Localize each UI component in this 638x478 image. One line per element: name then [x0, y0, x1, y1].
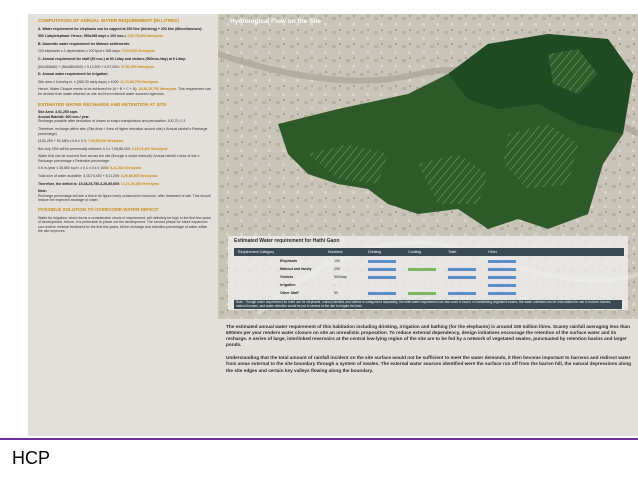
requirement-bar: [408, 268, 436, 271]
note-text: Recharge percentage will see a rise in its figure every consecutive monsoon, after treatment of site. This should reduce the expected shortage of water.: [38, 193, 211, 203]
requirement-bar: [448, 268, 476, 271]
external-result: 8,11,200 litres/year.: [110, 166, 142, 171]
recharge-result: 7,96,86,000 litres/year: [87, 139, 124, 144]
annual-rainfall: Annual Rainfall: 600 mm./ year.: [38, 114, 90, 119]
description-paragraph-1: The estimated annual water requirement of this habitation including drinking, irrigation and bathing (for the elephants) is around 150 million litres. Scanty rainfall averaging less than 600mm per year renders water closure on site an unrealistic proposition. To reduce external dependency, design initiatives encourage the retention of the surface water and its recharge. A series of large, interlinked reservoirs at the central low-lying region of the site are to be fed by a network of vegetated swales, punctuated by retention basins and larger ponds.: [226, 324, 630, 348]
requirement-bar: [368, 292, 396, 295]
row-label: Other Staff: [280, 291, 299, 295]
recharge-formula: Therefore, recharge within site: (Site Area + Area of higher elevation around site) x Annual rainfall x Recharge percentage): [38, 126, 208, 136]
header-toilet: Toilet: [448, 249, 457, 254]
footer-divider: [0, 438, 638, 440]
table-header: [234, 248, 624, 256]
deficit-text: Therefore, the deficit is: 15,48,25,750-3,26,85,600:: [38, 181, 120, 186]
available-result: 3,26,85,600 litres/year.: [120, 174, 158, 179]
note-label: Note:: [38, 189, 47, 194]
item-d-text: D. Annual water requirement for irrigation:: [38, 72, 109, 77]
description-text: [226, 324, 634, 434]
row-number: -: [334, 283, 336, 287]
item-a-result: 2,00,75,000 litres/year: [127, 34, 164, 39]
item-c-text: C. Annual requirement for staff (50 nos.) at 60 L/day and visitors (500nos./day) at 5 L/day:: [38, 56, 187, 61]
heading-annual-requirement: COMPUTATION OF ANNUAL WATER REQUIREMENT (IN LITRES): [38, 18, 179, 23]
item-b-result: 73,00,000 litres/year: [121, 49, 155, 54]
header-cooking: Cooking: [408, 249, 422, 254]
site-area: Site Area: 3,51,250 sqm.: [38, 110, 78, 115]
requirement-bar: [488, 260, 516, 263]
row-number: 50: [334, 291, 338, 295]
table-row: [234, 290, 624, 297]
footer-label: HCP: [12, 448, 51, 468]
requirement-bar: [488, 292, 516, 295]
table-note: Note : Though water requirement for toilet use for elephants, mahout families and visitors is categorized separately, the toilet water requirement can also work in favour of maintaining vegetated swales, the water collected can be recirculated for use in mahout houses, mahout houses, and water-retention would be put in service of the site to irrigate the land.: [234, 300, 622, 309]
heading-solution: POSSIBLE SOLUTION TO OVERCOME WATER DEFICIT: [38, 207, 159, 213]
requirement-bar: [448, 292, 476, 295]
row-label: Mahout and family: [280, 267, 312, 271]
row-number: 200: [334, 267, 340, 271]
requirement-bar: [368, 276, 396, 279]
item-d-result: 11,74,68,750 litres/year: [120, 79, 159, 84]
total-note: This requirement can be derived from water retained on site and from external water sources/ agencies.: [38, 87, 211, 96]
external-calc: 0.6 m./year x 35,850 sq.m. x 0.1 x 0.4 x 1000:: [38, 166, 110, 171]
requirement-bar: [368, 268, 396, 271]
total-text: Hence, Water Closure needs to be achieved for (A + B + C + D):: [38, 87, 138, 92]
table-row: [234, 274, 624, 281]
requirement-bar: [488, 276, 516, 279]
table-row: [234, 266, 624, 273]
retain-result: 3,18,74,400 litres/year: [131, 146, 168, 151]
requirement-bar: [408, 292, 436, 295]
row-number: 500/day: [334, 275, 347, 279]
header-other: Other: [488, 249, 497, 254]
total-result: 15,48,25,750 litres/year.: [138, 87, 178, 92]
available-text: Total sum of water available: 3,18,74,400 + 8,11,200:: [38, 174, 120, 179]
heading-recharge: ESTIMATED WATER RECHARGE AND RETENTION AT SITE: [38, 101, 167, 107]
item-c-result: 97,82,000 litres/year: [121, 64, 155, 69]
retain-text: But only 25% will be perennially retained: 0.4 x 7,96,86,000:: [38, 146, 131, 151]
description-paragraph-2: Understanding that the total amount of rainfall incident on the site surface would not be sufficient to meet the water demands, it then become important to harness and redirect water from areas external to the site boundary through a system of swales. The external water sources identified were the surface run off from the barren hill, the natural depressions along the site edges and certain key valleys flowing along the boundary.: [226, 355, 632, 373]
row-number: 100: [334, 259, 340, 263]
table-title: Estimated Water requirement for Hathi Gaon: [234, 238, 340, 244]
external-text: Water that can be sourced from across the site (through a sluice network): Annual rainfall x Area of site x Recharge percentage x Retention percentage:: [38, 154, 200, 163]
poster-sheet: [28, 14, 638, 436]
item-b-text: B. Domestic water requirement for Mahout settlements:: [38, 41, 131, 46]
table-row: [234, 258, 624, 265]
requirement-bar: [488, 268, 516, 271]
table-row: [234, 282, 624, 289]
requirement-bar: [368, 260, 396, 263]
header-numbers: Numbers: [328, 249, 343, 254]
recharge-note: Recharge possible after deduction of losses to evapo-transpiration and percolation: 100-70: 0.3: [38, 119, 186, 124]
requirement-bar: [448, 276, 476, 279]
item-a-calc: 550 L/day/elephant. Hence, 550x365 days x 100 nos.=: [38, 34, 127, 39]
item-c-calc: (60x365x50) + (50x365x500) = 9,12,500 + 6,57,000=: [38, 64, 121, 69]
requirement-bar: [488, 284, 516, 287]
deficit-result: 12,21,40,150 litres/year.: [120, 181, 160, 186]
row-label: Visitors: [280, 275, 294, 279]
item-d-calc: Site area x 1mm/sq.m. x (365-30 rainy days) x 1000:: [38, 79, 120, 84]
header-category: Requirement Category: [238, 249, 275, 254]
map-title: Hydrological Flow on the Site: [230, 18, 322, 25]
hydrological-map: [218, 14, 638, 319]
row-label: Elephants: [280, 259, 298, 263]
item-b-calc: 100 elephants x 2 dependants x 100 lpcd x 365 days:: [38, 49, 121, 54]
row-label: Irrigation: [280, 283, 296, 287]
solution-text: Water for irrigation, which forms a considerable chunk of requirement, will definitely be high in the first few years of development. Hence, it is preferable to phase out the development. The second phase for future expansion can receive minimal treatment for the first few years, till the recharge and retention percentage of water within the site improves.: [38, 215, 212, 234]
water-requirement-panel: [228, 236, 628, 310]
item-a-text: A. Water requirement for elephants can be capped at 350 litre (drinking) + 200 litre (Miscellaneous):: [38, 26, 203, 31]
header-drinking: Drinking: [368, 249, 382, 254]
recharge-calc: (3,51,250 + 91,450) x 0.6 x 0.3:: [38, 139, 87, 144]
computation-column: [38, 18, 212, 434]
